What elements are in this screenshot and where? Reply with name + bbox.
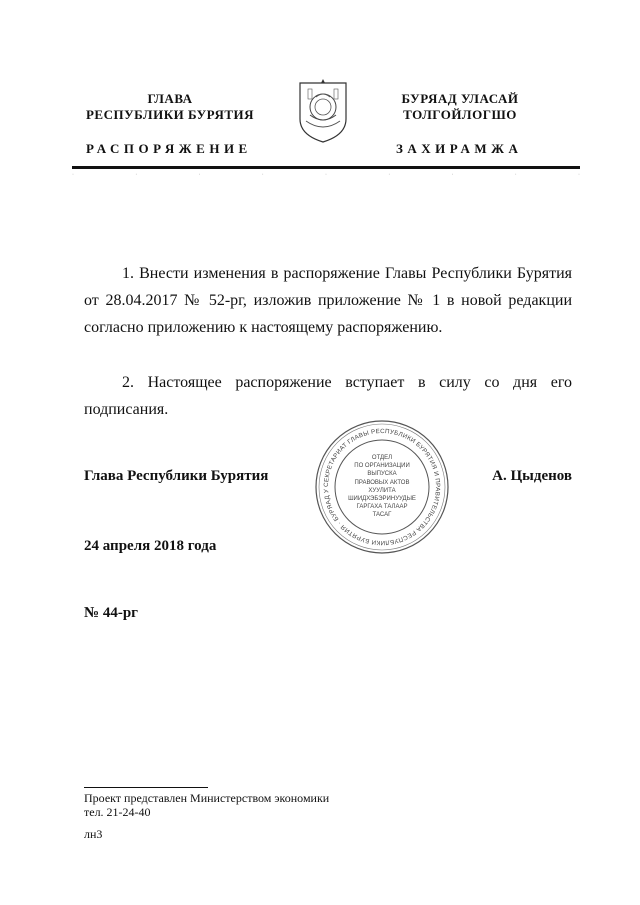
issuer-ru (80, 91, 260, 123)
doc-type-bua: ЗАХИРАМЖА (396, 141, 523, 156)
footer-line-code: лн3 (84, 827, 103, 841)
stamp-line: ГАРГАХА ТАЛААР (356, 504, 408, 511)
stamp-line: ПО ОРГАНИЗАЦИИ (354, 463, 410, 470)
issuer-bua (380, 91, 540, 123)
header-divider (72, 166, 580, 169)
coat-of-arms-emblem (296, 75, 350, 145)
stamp-line: ХУУЛИТА (368, 487, 396, 494)
official-stamp (313, 418, 451, 556)
issuer-ru-line1: ГЛАВА (147, 91, 193, 106)
stamp-line: ШИИДХЭБЭРИНУУДЫЕ (348, 496, 416, 503)
document-date: 24 апреля 2018 года (84, 538, 217, 554)
footer-note (84, 791, 404, 841)
emblem-icon (296, 75, 350, 145)
issuer-bua-line2: ТОЛГОЙЛОГШО (403, 107, 517, 122)
stamp-line: ТАСАГ (372, 512, 392, 519)
signatory-name: А. Цыденов (492, 468, 572, 484)
footer-divider (84, 787, 208, 788)
footer-line-presenter: Проект представлен Министерством экономики (84, 791, 330, 805)
stamp-line: ОТДЕЛ (371, 455, 393, 461)
doc-type-ru: РАСПОРЯЖЕНИЕ (86, 141, 252, 156)
stamp-line: ПРАВОВЫХ АКТОВ (354, 479, 410, 486)
issuer-bua-line1: БУРЯАД УЛАСАЙ (401, 91, 519, 106)
footer-line-phone: тел. 21-24-40 (84, 805, 151, 819)
stamp-line: ВЫПУСКА (367, 471, 397, 478)
paragraph-1: 1. Внести изменения в распоряжение Главы Республики Бурятия от 28.04.2017 № 52-рг, изложив приложение № 1 в новой редакции согласно приложению к настоящему распоряжению. (84, 265, 572, 336)
document-number: № 44-рг (84, 605, 138, 621)
issuer-ru-line2-text: РЕСПУБЛИКИ БУРЯТИЯ (85, 107, 255, 122)
signatory-title: Глава Республики Бурятия (84, 468, 269, 484)
stamp-center-text (342, 454, 422, 520)
header-dotted-line: · · · · · · · · · (72, 172, 580, 178)
paragraph-2: 2. Настоящее распоряжение вступает в силу со дня его подписания. (84, 374, 572, 418)
stamp-ring-text: СЕКРЕТАРИАТ ГЛАВЫ РЕСПУБЛИКИ БУРЯТИЯ И ПРАВИТЕЛЬСТВА РЕСПУБЛИКИ БУРЯТИЯ · БУРЯАД У (322, 427, 442, 547)
